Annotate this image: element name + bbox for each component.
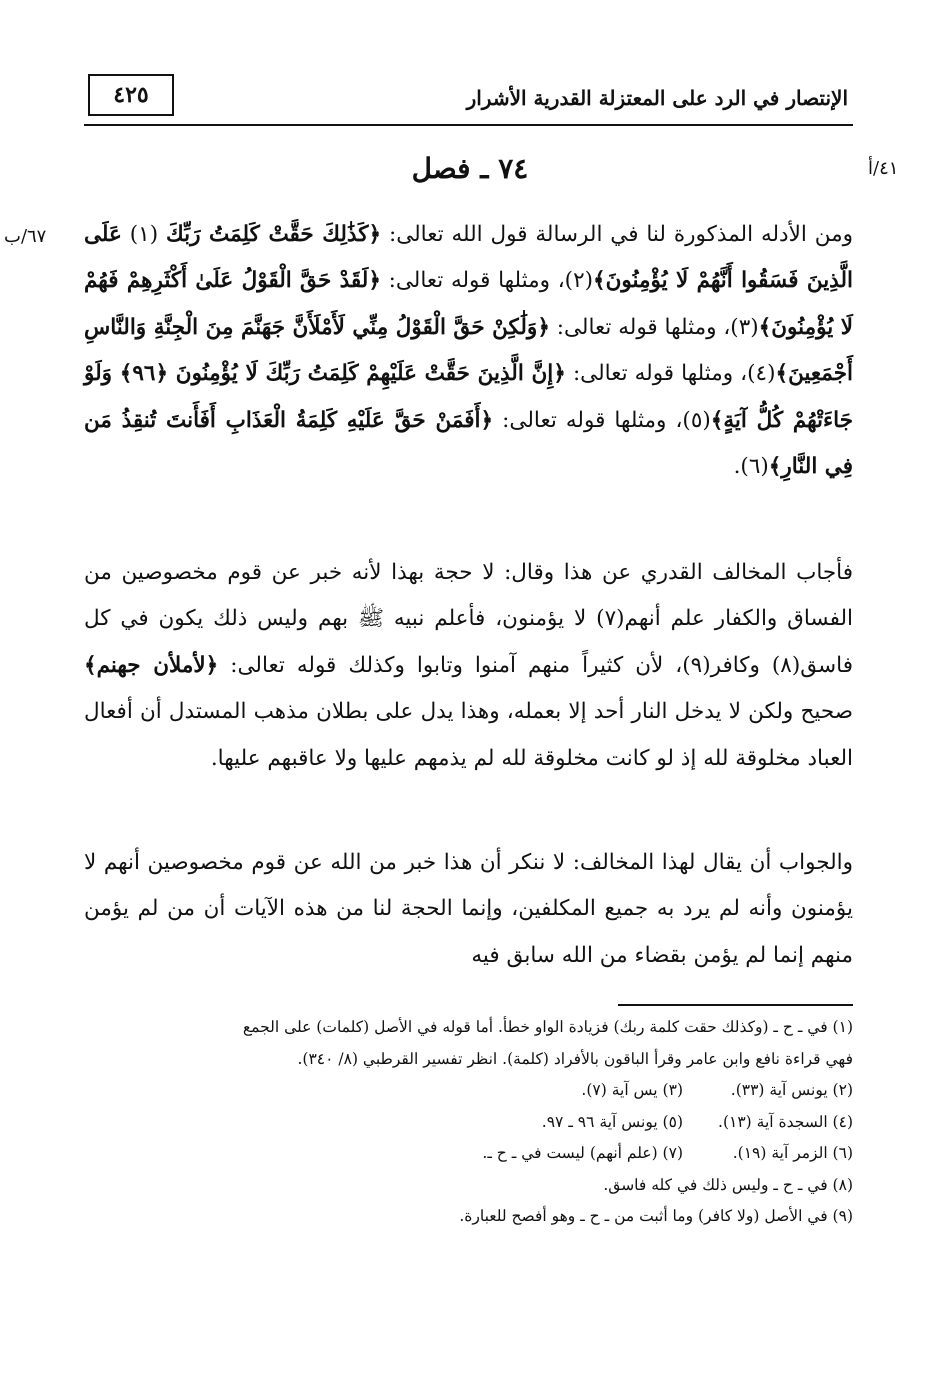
footnote-5: (٥) يونس آية ٩٦ ـ ٩٧. [541,1112,683,1131]
paragraph-text: ومن الأدله المذكورة لنا في الرسالة قول الله تعالى: [381,222,853,247]
quran-verse: ﴿إِنَّ الَّذِينَ حَقَّتْ عَلَيْهِمْ كَلِمَتُ رَبِّكَ لَا يُؤْمِنُونَ ﴿٩٦﴾ وَلَوْ جَاءَتْهُمْ كُلُّ آيَةٍ﴾ [84,361,853,433]
quran-verse: ﴿كَذَٰلِكَ حَقَّتْ كَلِمَتُ رَبِّكَ [166,222,382,247]
footnotes [84,1012,853,1233]
paragraph-text: (٦). [733,454,769,480]
footnote-1-continuation: فهي قراءة نافع وابن عامر وقرأ الباقون بالأفراد (كلمة). انظر تفسير القرطبي (٨/ ٣٤٠). [297,1049,853,1068]
body-paragraph [84,840,853,979]
page-number: ٤٢٥ [113,82,149,108]
footnote-7: (٧) (علم أنهم) ليست في ـ ح ـ. [482,1144,683,1162]
footnote-3: (٣) يس آية (٧). [581,1081,683,1099]
page-number-box [88,74,174,116]
paragraph-text: صحيح ولكن لا يدخل النار أحد إلا بعمله، وهذا يدل على بطلان مذهب المستدل أن أفعال العباد مخلوقة لله إذ لو كانت مخلوقة لله لم يذمهم عليها ولا عاقبهم عليها. [84,699,853,771]
section-heading: ٧٤ ـ فصل [411,152,529,185]
quran-verse: ﴿أَفَمَنْ حَقَّ عَلَيْهِ كَلِمَةُ الْعَذَابِ أَفَأَنتَ تُنقِذُ مَن فِي النَّارِ﴾ [84,407,853,480]
footnote-1: (١) في ـ ح ـ (وكذلك حقت كلمة ربك) فزيادة الواو خطأ. أما قوله في الأصل (كلمات) على الجمع [242,1018,853,1036]
paragraph-text: (١) [121,222,166,247]
manuscript-folio-marker-side: ٦٧/ب [4,226,47,247]
footnote-8: (٨) في ـ ح ـ وليس ذلك في كله فاسق. [603,1175,853,1194]
quran-verse: ﴿لَقَدْ حَقَّ الْقَوْلُ عَلَىٰ أَكْثَرِهِمْ فَهُمْ لَا يُؤْمِنُونَ﴾ [84,268,854,340]
quran-verse: ﴿وَلَٰكِنْ حَقَّ الْقَوْلُ مِنِّي لَأَمْلَأَنَّ جَهَنَّمَ مِنَ الْجِنَّةِ وَالنَّاسِ أَجْمَعِينَ﴾ [84,314,853,387]
paragraph-text: (٤)، ومثلها قوله تعالى: [565,361,776,387]
paragraph-text: (٥)، ومثلها قوله تعالى: [493,407,711,433]
body-paragraph [84,550,853,782]
body-paragraph [84,212,853,490]
quran-verse: ﴿لأملأن جهنم﴾ [84,652,219,678]
manuscript-folio-marker-top: ٤١/أ [868,158,899,179]
quran-verse: عَلَى الَّذِينَ فَسَقُوا أَنَّهُمْ لَا يُؤْمِنُونَ﴾ [84,222,853,294]
paragraph-text: فأجاب المخالف القدري عن هذا وقال: لا حجة بهذا لأنه خبر عن قوم مخصوصين من الفساق والكفار علم أنهم(٧) لا يؤمنون، فأعلم نبيه ﷺ بهم وليس ذلك يكون في كل فاسق(٨) وكافر(٩)، لأن كثيراً منهم آمنوا وتابوا وكذلك قوله تعالى: [84,560,854,678]
paragraph-text: (٢)، ومثلها قوله تعالى: [380,268,594,294]
footnote-separator [618,1004,853,1006]
footnote-row [84,1138,853,1170]
footnote-6: (٦) الزمر آية (١٩). [732,1144,853,1162]
footnote-row [84,1075,853,1107]
header-rule [84,124,853,126]
footnote-row [84,1107,853,1139]
footnote-2: (٢) يونس آية (٣٣). [730,1081,853,1099]
paragraph-text: والجواب أن يقال لهذا المخالف: لا ننكر أن هذا خبر من الله عن قوم مخصوصين أنهم لا يؤمنون وأنه لم يرد به جميع المكلفين، وإنما الحجة لنا من هذه الآيات أن من لم يؤمن منهم إنما لم يؤمن بقضاء من الله سابق فيه [84,850,853,968]
paragraph-text: (٣)، ومثلها قوله تعالى: [549,314,759,340]
footnote-4: (٤) السجدة آية (١٣). [718,1112,853,1131]
running-header-title: الإنتصار في الرد على المعتزلة القدرية الأشرار [466,86,848,110]
footnote-9: (٩) في الأصل (ولا كافر) وما أثبت من ـ ح ـ وهو أفصح للعبارة. [459,1207,853,1225]
